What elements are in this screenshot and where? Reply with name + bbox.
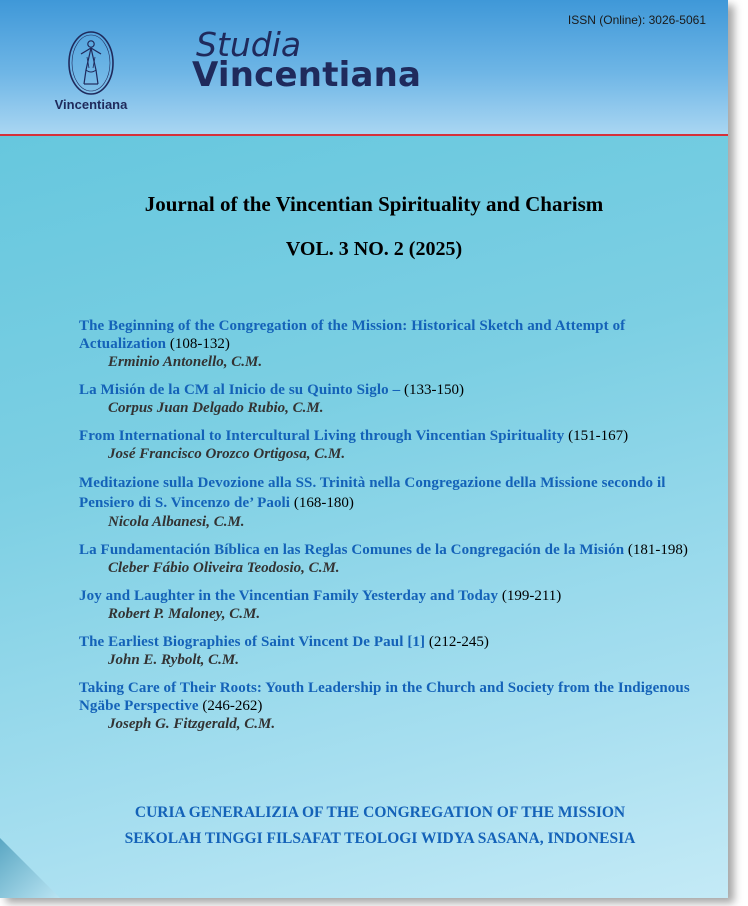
toc-article[interactable] [79, 427, 699, 463]
article-pages: (168-180) [293, 495, 354, 511]
article-author: José Francisco Orozco Ortigosa, C.M. [108, 446, 346, 462]
article-author: Joseph G. Fitzgerald, C.M. [108, 716, 276, 732]
article-author: Robert P. Maloney, C.M. [108, 606, 261, 622]
toc-article[interactable] [79, 473, 699, 531]
toc-article[interactable] [79, 541, 699, 577]
logo-caption: Vincentiana [54, 97, 128, 112]
toc-article[interactable] [79, 633, 699, 669]
publisher-line-1: CURIA GENERALIZIA OF THE CONGREGATION OF THE MISSION [134, 804, 626, 821]
page-corner-fold-icon [0, 838, 60, 898]
article-author: John E. Rybolt, C.M. [108, 652, 240, 668]
article-pages: (246-262) [202, 698, 263, 714]
article-author: Corpus Juan Delgado Rubio, C.M. [108, 400, 324, 416]
publisher-line-2: SEKOLAH TINGGI FILSAFAT TEOLOGI WIDYA SASANA, INDONESIA [124, 830, 636, 847]
article-pages: (199-211) [501, 588, 562, 604]
article-title[interactable]: From International to Intercultural Living through Vincentian Spirituality [79, 428, 565, 444]
masthead-title-line1: Studia [196, 25, 302, 64]
article-author: Nicola Albanesi, C.M. [108, 514, 245, 530]
cover-header [0, 0, 728, 136]
toc-article[interactable] [79, 317, 699, 371]
masthead-title-line2: Vincentiana [192, 55, 422, 95]
toc-article[interactable] [79, 587, 699, 623]
volume-label: VOL. 3 NO. 2 (2025) [285, 238, 463, 260]
article-title[interactable]: Taking Care of Their Roots: Youth Leadership in the Church and Society from the Indigenous Ngäbe Perspective [79, 680, 690, 714]
journal-title: Journal of the Vincentian Spirituality and Charism [144, 192, 604, 216]
article-pages: (133-150) [403, 382, 464, 398]
article-title[interactable]: Meditazione sulla Devozione alla SS. Trinità nella Congregazione della Missione secondo il Pensiero di S. Vincenzo de’ Paoli [79, 475, 666, 511]
article-title[interactable]: The Earliest Biographies of Saint Vincent De Paul [1] [79, 634, 426, 650]
article-title[interactable]: Joy and Laughter in the Vincentian Family Yesterday and Today [79, 588, 499, 604]
article-title[interactable]: La Fundamentación Bíblica en las Reglas Comunes de la Congregación de la Misión [79, 542, 625, 558]
article-author: Erminio Antonello, C.M. [108, 354, 263, 370]
article-pages: (212-245) [428, 634, 489, 650]
article-pages: (151-167) [568, 428, 629, 444]
table-of-contents [79, 317, 699, 743]
article-pages: (108-132) [169, 336, 230, 352]
article-title[interactable]: The Beginning of the Congregation of the Mission: Historical Sketch and Attempt of Actualization [79, 318, 626, 352]
toc-article[interactable] [79, 679, 699, 733]
article-author: Cleber Fábio Oliveira Teodosio, C.M. [108, 560, 340, 576]
article-pages: (181-198) [627, 542, 688, 558]
issn-label: ISSN (Online): 3026-5061 [567, 13, 706, 27]
toc-article[interactable] [79, 381, 699, 417]
article-title[interactable]: La Misión de la CM al Inicio de su Quinto Siglo – [79, 382, 401, 398]
risen-christ-oval-emblem-icon [67, 30, 115, 96]
